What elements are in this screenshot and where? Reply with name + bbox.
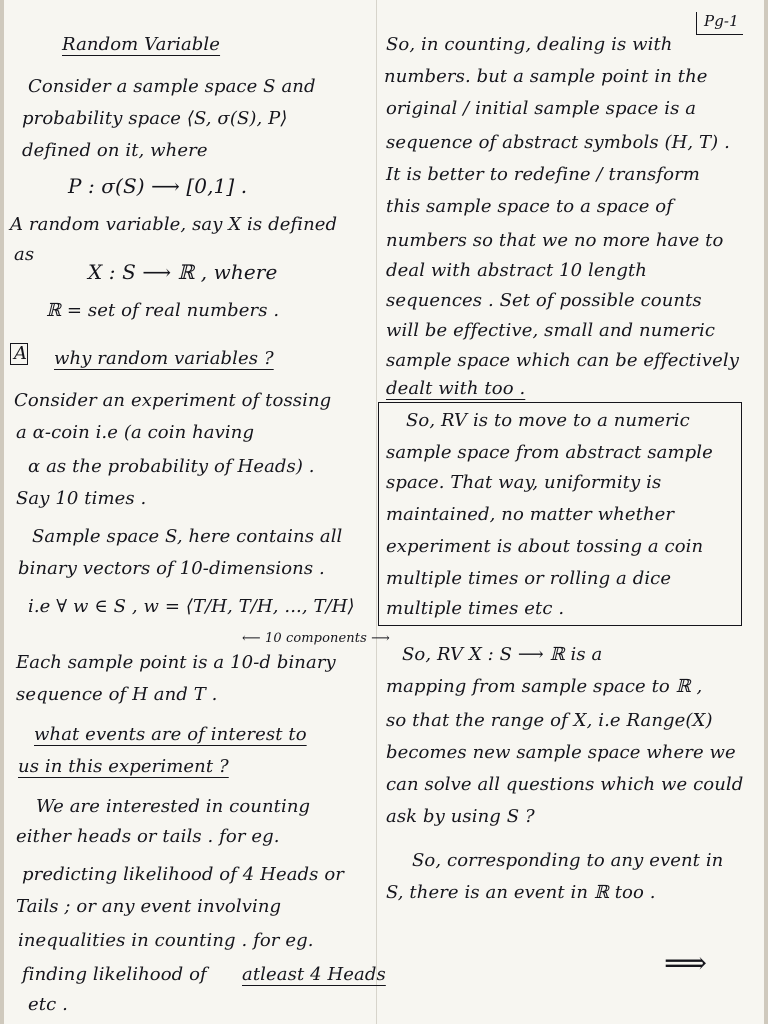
interest-line: predicting likelihood of 4 Heads or [22,864,344,885]
events-question: what events are of interest to [34,724,307,745]
counting-line: numbers. but a sample point in the [384,66,708,87]
section-a-marker: A [14,343,28,364]
mapping-line: ask by using S ? [386,806,535,827]
boxed-line: experiment is about tossing a coin [386,536,704,557]
sample-point-line: sequence of H and T . [16,684,218,705]
notebook-page [4,0,764,1024]
rv-definition-line: as [14,244,35,265]
counting-line: this sample space to a space of [386,196,673,217]
reals-definition: ℝ = set of real numbers . [46,300,280,321]
experiment-line: Consider an experiment of tossing [14,390,332,411]
counting-line: dealt with too . [386,378,526,399]
interest-line: etc . [28,994,68,1015]
interest-line: Tails ; or any event involving [16,896,282,917]
probability-function: P : σ(S) ⟶ [0,1] . [68,174,248,198]
mapping-line: So, RV X : S ⟶ ℝ is a [402,644,603,665]
page-title: Random Variable [62,34,221,55]
vector-note: ⟵ 10 components ⟶ [242,631,390,646]
boxed-line: maintained, no matter whether [386,504,675,525]
boxed-line: space. That way, uniformity is [386,472,662,493]
continue-arrow-icon: ⟹ [664,946,708,981]
sample-point-line: Each sample point is a 10-d binary [16,652,336,673]
page-number: Pg-1 [704,12,739,30]
sample-space-line: binary vectors of 10-dimensions . [18,558,325,579]
boxed-line: So, RV is to move to a numeric [406,410,690,431]
intro-line: probability space ⟨S, σ(S), P⟩ [22,108,288,129]
counting-line: deal with abstract 10 length [386,260,647,281]
counting-line: sample space which can be effectively [386,350,739,371]
mapping-line: becomes new sample space where we [386,742,736,763]
mapping-line: so that the range of X, i.e Range(X) [386,710,713,731]
interest-line: either heads or tails . for eg. [16,826,280,847]
corresponding-line: S, there is an event in ℝ too . [386,882,656,903]
intro-line: Consider a sample space S and [28,76,316,97]
counting-line: original / initial sample space is a [386,98,697,119]
intro-line: defined on it, where [22,140,208,161]
mapping-line: can solve all questions which we could [386,774,744,795]
sample-space-line: Sample space S, here contains all [32,526,343,547]
counting-line: will be effective, small and numeric [386,320,716,341]
counting-line: So, in counting, dealing is with [386,34,673,55]
experiment-line: a α-coin i.e (a coin having [16,422,255,443]
experiment-line: Say 10 times . [16,488,147,509]
events-question: us in this experiment ? [18,756,229,777]
counting-line: It is better to redefine / transform [386,164,700,185]
boxed-line: sample space from abstract sample [386,442,713,463]
counting-line: sequences . Set of possible counts [386,290,702,311]
interest-line: We are interested in counting [36,796,311,817]
vector-definition: i.e ∀ w ∈ S , w = ⟨T/H, T/H, ..., T/H⟩ [28,596,355,617]
boxed-line: multiple times etc . [386,598,565,619]
rv-mapping: X : S ⟶ ℝ , where [88,260,278,284]
atleast-phrase: atleast 4 Heads [242,964,386,985]
corresponding-line: So, corresponding to any event in [412,850,724,871]
interest-line: inequalities in counting . for eg. [18,930,314,951]
counting-line: sequence of abstract symbols (H, T) . [386,132,730,153]
counting-line: numbers so that we no more have to [386,230,724,251]
experiment-line: α as the probability of Heads) . [28,456,315,477]
rv-definition-line: A random variable, say X is defined [10,214,338,235]
interest-line: finding likelihood of [22,964,207,985]
mapping-line: mapping from sample space to ℝ , [386,676,703,697]
section-a-heading: why random variables ? [54,348,274,369]
boxed-line: multiple times or rolling a dice [386,568,672,589]
